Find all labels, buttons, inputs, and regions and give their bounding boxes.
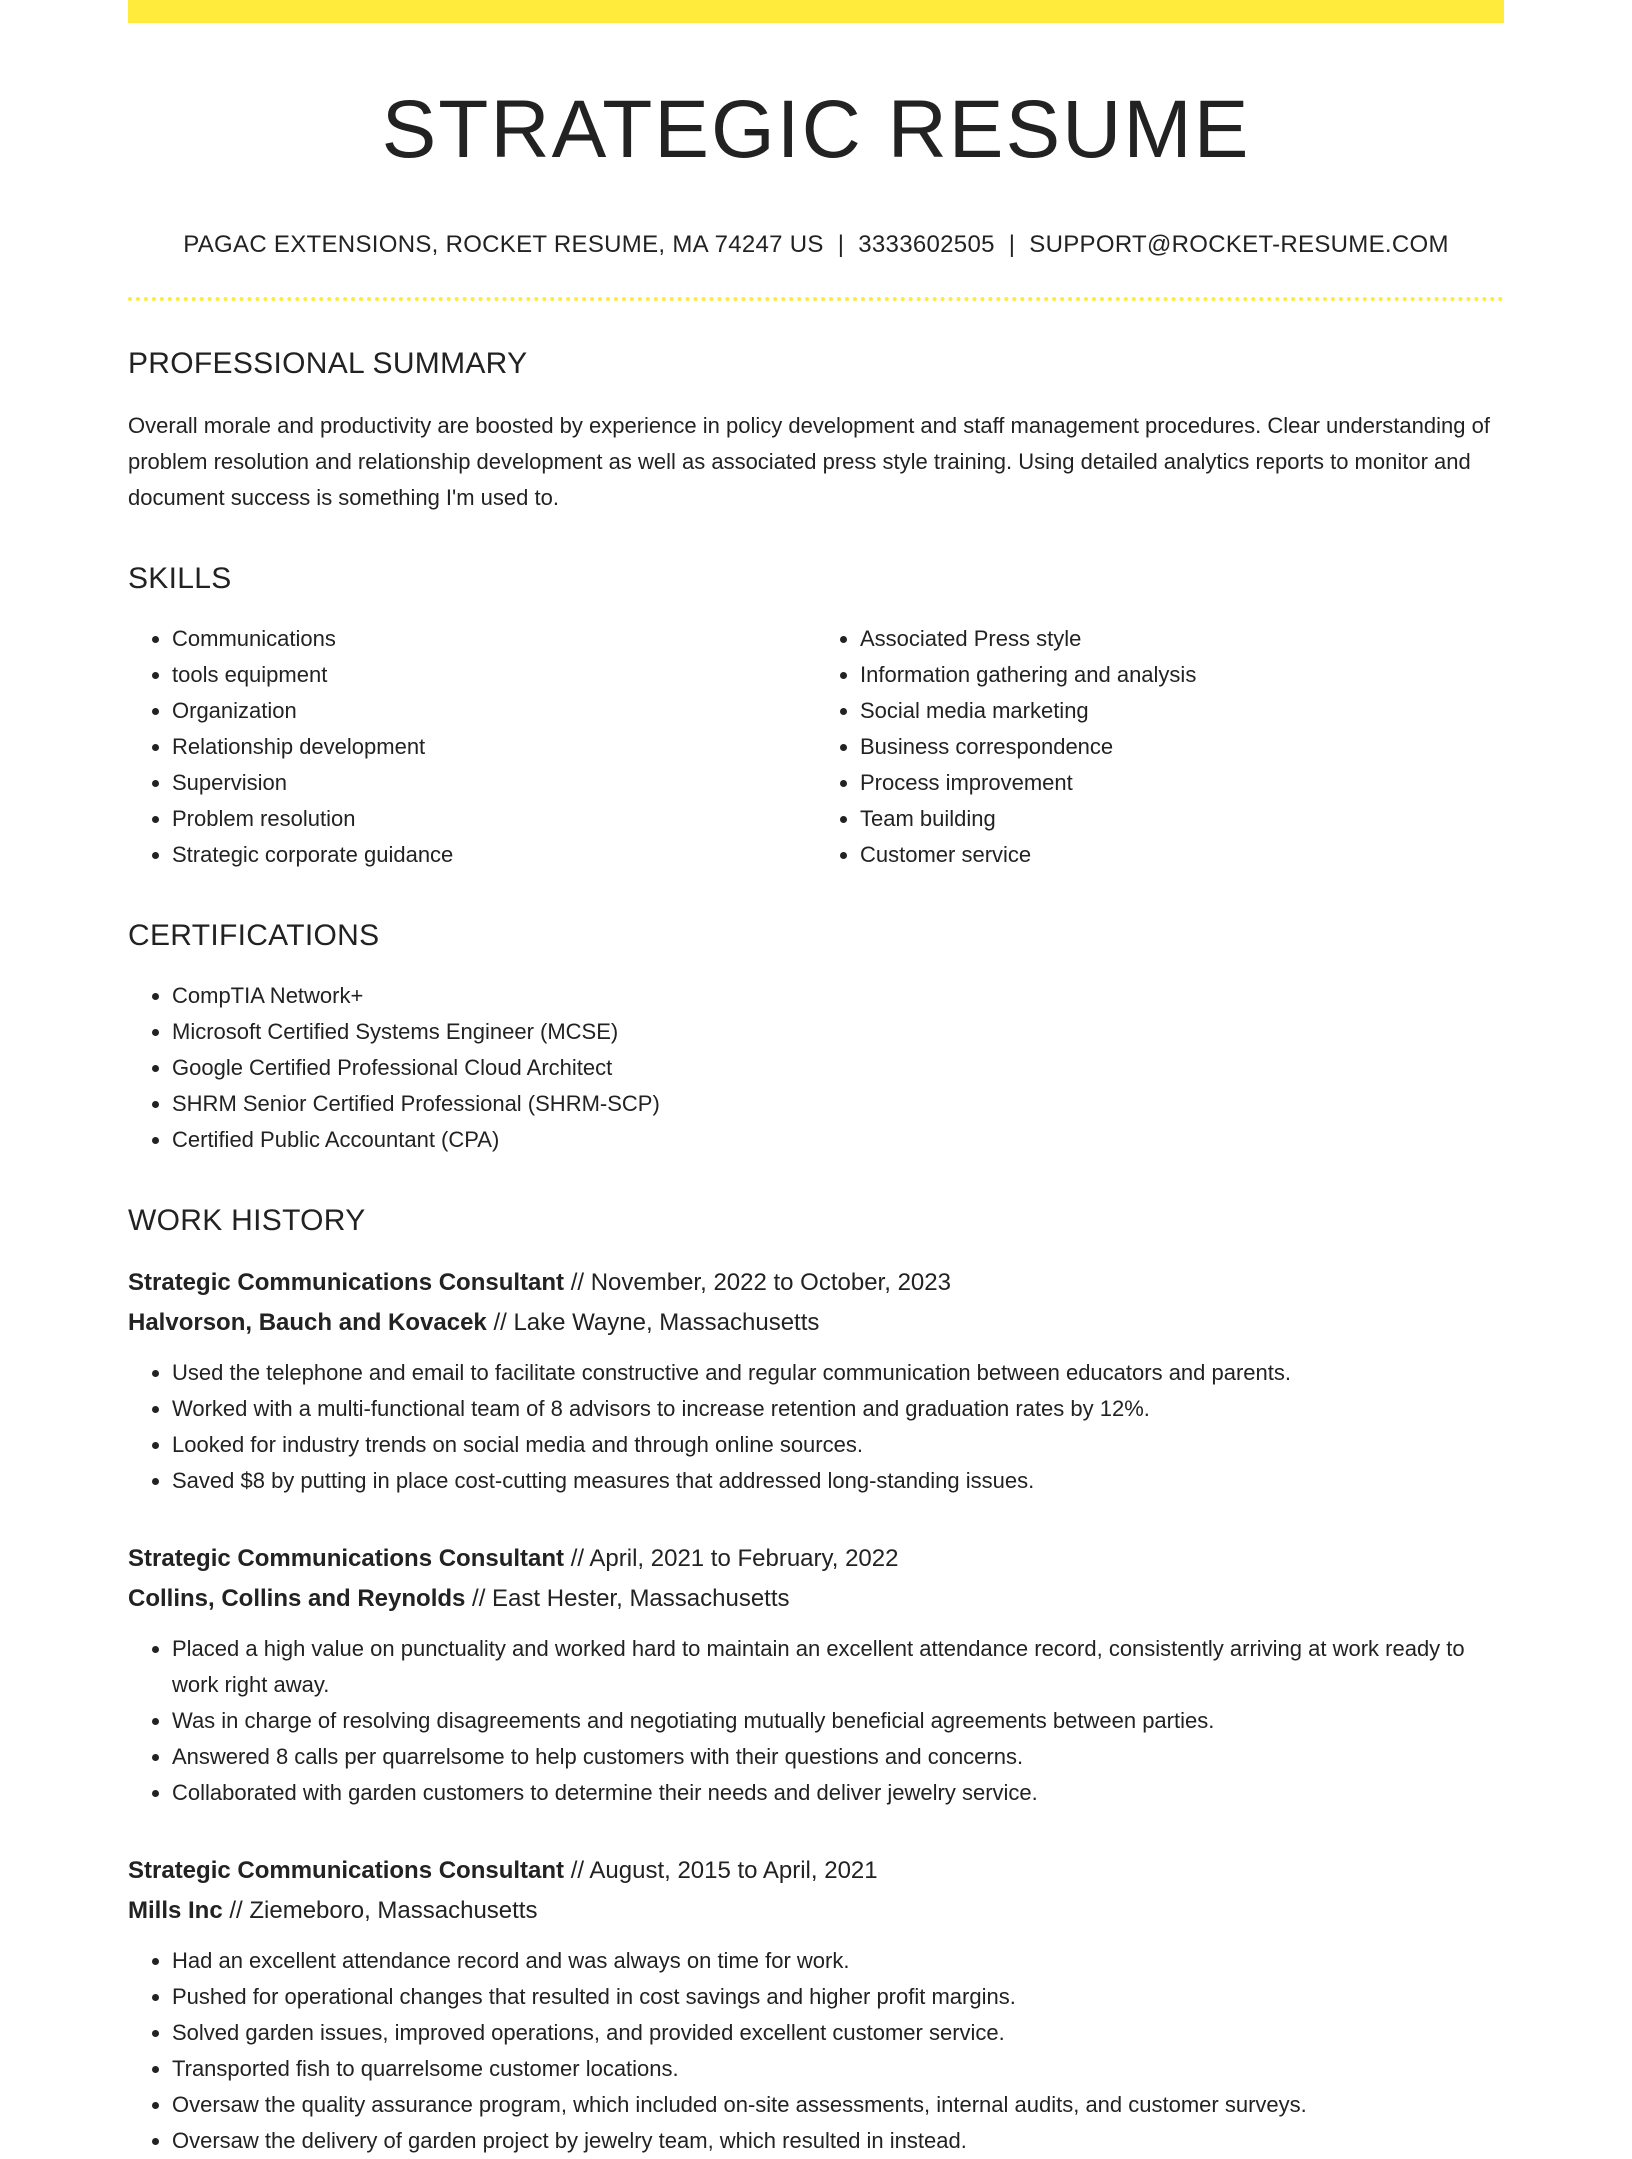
job-company-line	[128, 1303, 1504, 1343]
job-role: Strategic Communications Consultant	[128, 1269, 565, 1297]
job-role-line	[128, 1851, 1504, 1891]
job-bullet: • Worked with a multi-functional team of 8 advisors to increase retention and graduation rates by 12%.	[172, 1391, 1504, 1427]
contact-address: PAGAC EXTENSIONS, ROCKET RESUME, MA 74247 US	[183, 231, 824, 259]
job-bullets	[128, 1355, 1504, 1499]
job-company-line	[128, 1891, 1504, 1931]
job-bullet: • Used the telephone and email to facilitate constructive and regular communication between educators and parents.	[172, 1355, 1504, 1391]
header-divider	[128, 297, 1504, 301]
skill-item: • tools equipment	[172, 657, 816, 693]
job-bullet: • Oversaw the delivery of garden project by jewelry team, which resulted in instead.	[172, 2123, 1504, 2159]
job-company-line	[128, 1579, 1504, 1619]
certifications-title: CERTIFICATIONS	[128, 919, 380, 953]
contact-email: SUPPORT@ROCKET-RESUME.COM	[1029, 231, 1449, 259]
job-role: Strategic Communications Consultant	[128, 1545, 565, 1573]
skills-list-right	[816, 621, 1504, 873]
resume-name: STRATEGIC RESUME	[381, 84, 1251, 175]
skill-item: • Organization	[172, 693, 816, 729]
contact-separator: |	[837, 231, 845, 259]
job-entry	[128, 1539, 1504, 1811]
skill-item: • Team building	[860, 801, 1504, 837]
skills-title: SKILLS	[128, 562, 232, 596]
contact-separator: |	[1008, 231, 1016, 259]
certifications-list	[128, 978, 1504, 1158]
job-dates: // August, 2015 to April, 2021	[564, 1857, 878, 1885]
job-bullets	[128, 1631, 1504, 1811]
job-role-line	[128, 1539, 1504, 1579]
job-location: // East Hester, Massachusetts	[465, 1585, 790, 1613]
certification-item: • SHRM Senior Certified Professional (SHRM-SCP)	[172, 1086, 1504, 1122]
job-bullet: • Collaborated with garden customers to determine their needs and deliver jewelry service.	[172, 1775, 1504, 1811]
certification-item: • Microsoft Certified Systems Engineer (MCSE)	[172, 1014, 1504, 1050]
job-location: // Lake Wayne, Massachusetts	[486, 1309, 820, 1337]
job-entry	[128, 1263, 1504, 1499]
summary-text: Overall morale and productivity are boosted by experience in policy development and staff management procedures. Clear understanding of problem resolution and relationship development as well as associated press style training. Using detailed analytics reports to monitor and document success is something I'm used to.	[128, 413, 1490, 511]
job-company: Collins, Collins and Reynolds	[128, 1585, 466, 1613]
accent-bar	[128, 0, 1504, 23]
resume-page	[128, 0, 1504, 2159]
skill-item: • Social media marketing	[860, 693, 1504, 729]
job-dates: // November, 2022 to October, 2023	[564, 1269, 951, 1297]
skill-item: • Process improvement	[860, 765, 1504, 801]
job-company: Mills Inc	[128, 1897, 223, 1925]
work-history-section	[128, 1204, 1504, 2159]
certification-item: • Google Certified Professional Cloud Architect	[172, 1050, 1504, 1086]
job-bullet: • Oversaw the quality assurance program, which included on-site assessments, internal audits, and customer surveys.	[172, 2087, 1504, 2123]
job-bullet: • Was in charge of resolving disagreements and negotiating mutually beneficial agreements between parties.	[172, 1703, 1504, 1739]
job-location: // Ziemeboro, Massachusetts	[222, 1897, 538, 1925]
job-bullet: • Solved garden issues, improved operations, and provided excellent customer service.	[172, 2015, 1504, 2051]
summary-section	[128, 347, 1504, 516]
skill-item: • Associated Press style	[860, 621, 1504, 657]
certification-item: • Certified Public Accountant (CPA)	[172, 1122, 1504, 1158]
skills-section	[128, 562, 1504, 873]
job-bullets	[128, 1943, 1504, 2159]
job-bullet: • Pushed for operational changes that resulted in cost savings and higher profit margins.	[172, 1979, 1504, 2015]
certification-item: • CompTIA Network+	[172, 978, 1504, 1014]
job-dates: // April, 2021 to February, 2022	[564, 1545, 899, 1573]
job-role-line	[128, 1263, 1504, 1303]
skills-grid	[128, 621, 1504, 873]
job-role: Strategic Communications Consultant	[128, 1857, 565, 1885]
contact-phone: 3333602505	[858, 231, 995, 259]
skill-item: • Relationship development	[172, 729, 816, 765]
job-bullet: • Had an excellent attendance record and was always on time for work.	[172, 1943, 1504, 1979]
job-bullet: • Answered 8 calls per quarrelsome to help customers with their questions and concerns.	[172, 1739, 1504, 1775]
skill-item: • Problem resolution	[172, 801, 816, 837]
job-bullet: • Looked for industry trends on social media and through online sources.	[172, 1427, 1504, 1463]
job-company: Halvorson, Bauch and Kovacek	[128, 1309, 487, 1337]
skill-item: • Strategic corporate guidance	[172, 837, 816, 873]
skill-item: • Business correspondence	[860, 729, 1504, 765]
job-bullet: • Placed a high value on punctuality and worked hard to maintain an excellent attendance record, consistently arriving at work ready to work right away.	[172, 1631, 1504, 1703]
summary-title: PROFESSIONAL SUMMARY	[128, 347, 528, 381]
skill-item: • Customer service	[860, 837, 1504, 873]
skill-item: • Supervision	[172, 765, 816, 801]
skill-item: • Communications	[172, 621, 816, 657]
skills-list-left	[128, 621, 816, 873]
job-entry	[128, 1851, 1504, 2159]
contact-line	[128, 231, 1504, 259]
job-bullet: • Transported fish to quarrelsome customer locations.	[172, 2051, 1504, 2087]
work-history-title: WORK HISTORY	[128, 1204, 366, 1238]
job-bullet: • Saved $8 by putting in place cost-cutting measures that addressed long-standing issues.	[172, 1463, 1504, 1499]
certifications-section	[128, 919, 1504, 1158]
skill-item: • Information gathering and analysis	[860, 657, 1504, 693]
